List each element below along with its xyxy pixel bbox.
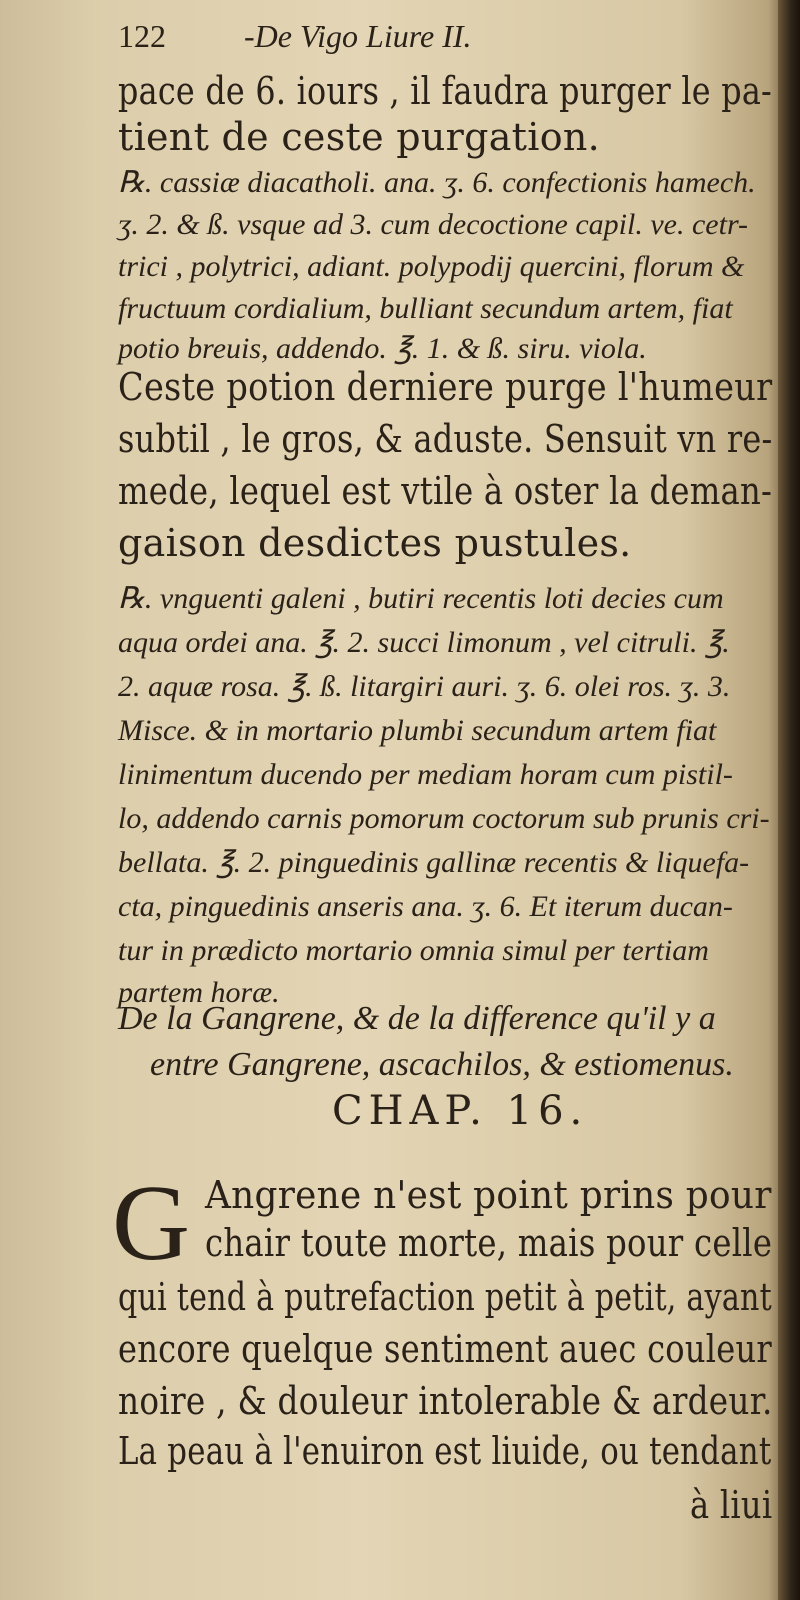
text-line: subtil , le gros, & aduste. Sensuit vn re- xyxy=(118,417,773,461)
chapter-label: CHAP. 16. xyxy=(332,1088,589,1134)
recipe-line: aqua ordei ana. ℥. 2. succi limonum , vel citruli. ℥. xyxy=(118,626,730,659)
recipe-line: lo, addendo carnis pomorum coctorum sub prunis cri- xyxy=(118,802,770,835)
recipe-line: cta, pinguedinis anseris ana. ʒ. 6. Et iterum ducan- xyxy=(118,890,733,923)
recipe-line: trici , polytrici, adiant. polypodij quercini, florum & xyxy=(118,250,745,283)
recipe-line: potio breuis, addendo. ℥. 1. & ß. siru. viola. xyxy=(118,332,647,365)
chapter-title: De la Gangrene, & de la difference qu'il y a xyxy=(118,1000,716,1037)
chapter-title: entre Gangrene, ascachilos, & estiomenus. xyxy=(150,1046,734,1083)
text-line: tient de ceste purgation. xyxy=(118,115,601,159)
recipe-line: fructuum cordialium, bulliant secundum artem, fiat xyxy=(118,292,733,325)
recipe-line: ℞. cassiæ diacatholi. ana. ʒ. 6. confectionis hamech. xyxy=(118,166,756,199)
book-binding-edge xyxy=(778,0,800,1600)
running-head: -De Vigo Liure II. xyxy=(244,18,472,54)
page-header xyxy=(118,18,472,55)
recipe-line: ℞. vnguenti galeni , butiri recentis loti decies cum xyxy=(118,582,724,615)
catchword: à liui xyxy=(690,1483,773,1527)
page-number: 122 xyxy=(118,18,166,54)
text-line: Angrene n'est point prins pour xyxy=(205,1173,772,1217)
text-line: La peau à l'enuiron est liuide, ou tendant xyxy=(118,1429,772,1473)
text-line: Ceste potion derniere purge l'humeur xyxy=(118,365,773,409)
recipe-line: partem horæ. xyxy=(118,976,280,1009)
recipe-line: Misce. & in mortario plumbi secundum artem fiat xyxy=(118,714,717,747)
text-line: chair toute morte, mais pour celle xyxy=(205,1221,773,1265)
recipe-line: bellata. ℥. 2. pinguedinis gallinæ recentis & liquefa- xyxy=(118,846,750,879)
text-line: qui tend à putrefaction petit à petit, ayant xyxy=(118,1275,772,1319)
text-line: noire , & douleur intolerable & ardeur. xyxy=(118,1379,773,1423)
text-line: encore quelque sentiment auec couleur xyxy=(118,1327,773,1371)
recipe-line: ʒ. 2. & ß. vsque ad 3. cum decoctione capil. ve. cetr- xyxy=(118,208,749,241)
text-line: pace de 6. iours , il faudra purger le pa- xyxy=(118,69,773,113)
recipe-line: tur in prædicto mortario omnia simul per tertiam xyxy=(118,934,709,967)
recipe-line: 2. aquæ rosa. ℥. ß. litargiri auri. ʒ. 6. olei ros. ʒ. 3. xyxy=(118,670,731,703)
text-line: mede, lequel est vtile à oster la deman- xyxy=(118,469,773,513)
recipe-line: linimentum ducendo per mediam horam cum pistil- xyxy=(118,758,733,791)
text-line: gaison desdictes pustules. xyxy=(118,521,632,565)
drop-cap: G xyxy=(112,1164,190,1283)
